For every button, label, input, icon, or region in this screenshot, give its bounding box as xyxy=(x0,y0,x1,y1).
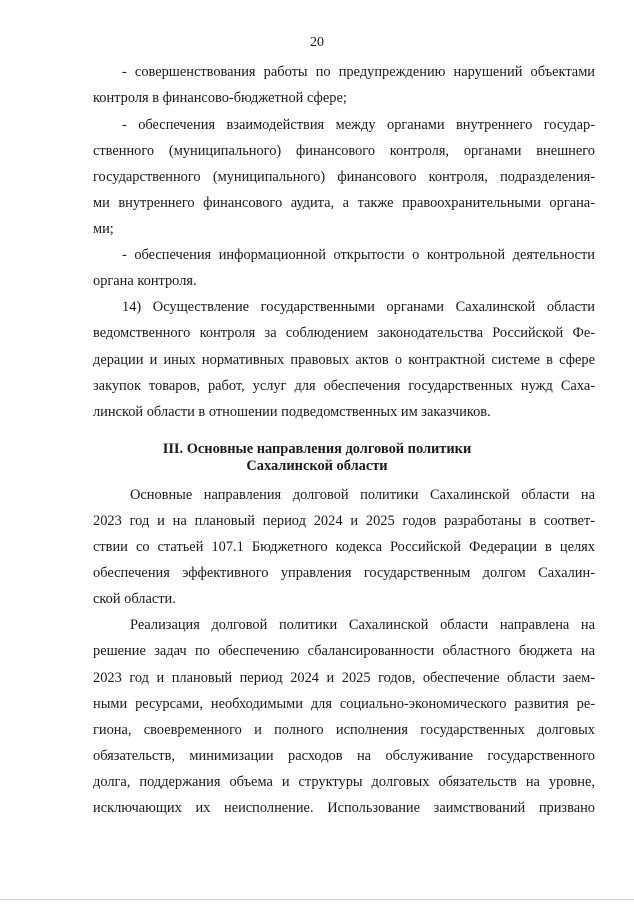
text-line: контроля в финансово-бюджетной сфере; xyxy=(93,90,347,106)
text-line: закупок товаров, работ, услуг для обеспечения государственных нужд Саха- xyxy=(93,378,595,394)
text-line: ведомственного контроля за соблюдением законодательства Российской Фе- xyxy=(93,325,595,341)
text-line: ствии со статьей 107.1 Бюджетного кодекса Российской Федерации в целях xyxy=(93,539,595,555)
text-line: обязательств, минимизации расходов на обслуживание государственного xyxy=(93,748,595,764)
page-number: 20 xyxy=(310,35,324,50)
text-line: исключающих их неисполнение. Использование заимствований призвано xyxy=(93,800,595,816)
text-line: гиона, своевременного и полного исполнения государственных долговых xyxy=(93,722,595,738)
text-line: решение задач по обеспечению сбалансированности областного бюджета на xyxy=(93,643,595,659)
text-line: дерации и иных нормативных правовых актов о контрактной системе в сфере xyxy=(93,352,595,368)
text-line: ными ресурсами, необходимыми для социально-экономического развития ре- xyxy=(93,696,595,712)
section-heading-line-2: Сахалинской области xyxy=(246,458,388,474)
text-line: ми; xyxy=(93,221,114,237)
text-line: - совершенствования работы по предупреждению нарушений объектами xyxy=(122,64,595,80)
text-line: ской области. xyxy=(93,591,176,607)
text-line: долга, поддержания объема и структуры долговых обязательств на уровне, xyxy=(93,774,595,790)
text-line: 2023 год и плановый период 2024 и 2025 годов, обеспечение области заем- xyxy=(93,670,595,686)
text-line: - обеспечения взаимодействия между органами внутреннего государ- xyxy=(122,117,595,133)
text-line: - обеспечения информационной открытости о контрольной деятельности xyxy=(122,247,595,263)
text-line: ственного (муниципального) финансового контроля, органами внешнего xyxy=(93,143,595,159)
section-heading-line-1: III. Основные направления долговой политики xyxy=(162,441,472,457)
page-bottom-edge xyxy=(0,899,634,900)
text-line: ми внутреннего финансового аудита, а также правоохранительными органа- xyxy=(93,195,595,211)
text-line: 2023 год и на плановый период 2024 и 2025 годов разработаны в соответ- xyxy=(93,513,595,529)
text-line: государственного (муниципального) финансового контроля, подразделения- xyxy=(93,169,595,185)
text-line: 14) Осуществление государственными органами Сахалинской области xyxy=(122,299,595,315)
text-line: Реализация долговой политики Сахалинской области направлена на xyxy=(130,617,595,633)
text-line: Основные направления долговой политики Сахалинской области на xyxy=(130,487,595,503)
text-line: обеспечения эффективного управления государственным долгом Сахалин- xyxy=(93,565,595,581)
text-line: органа контроля. xyxy=(93,273,197,289)
text-line: линской области в отношении подведомственных им заказчиков. xyxy=(93,404,491,420)
